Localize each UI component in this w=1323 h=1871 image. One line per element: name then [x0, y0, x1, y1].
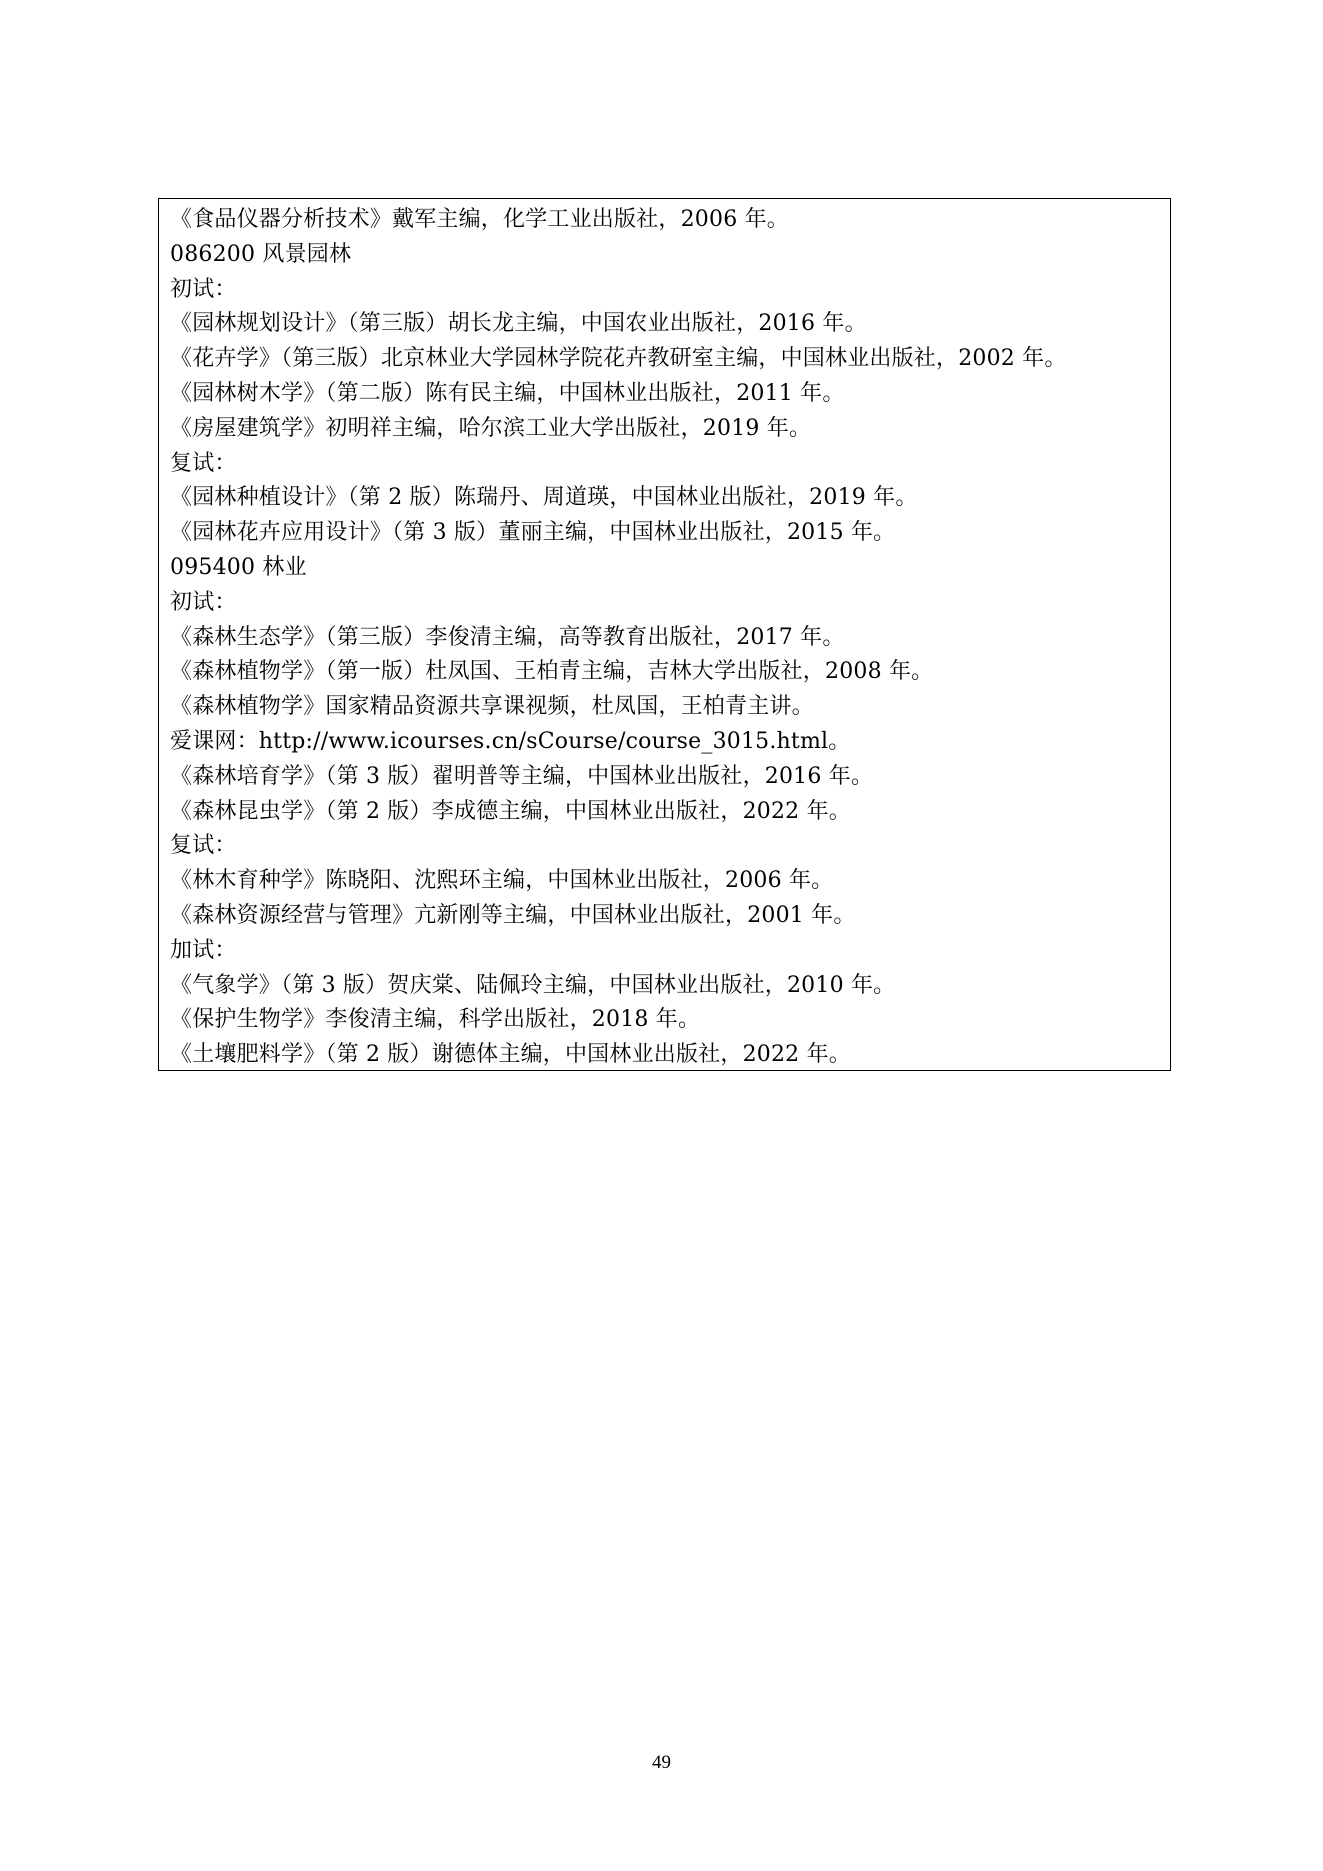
exam-stage-label: 初试： [170, 276, 237, 302]
book-entry: 《园林规划设计》（第三版）胡长龙主编，中国农业出版社，2016 年。 [170, 311, 867, 337]
book-entry: 《房屋建筑学》初明祥主编，哈尔滨工业大学出版社，2019 年。 [170, 415, 812, 441]
book-entry: 《保护生物学》李俊清主编，科学出版社，2018 年。 [170, 1007, 701, 1033]
book-entry: 《森林资源经营与管理》亢新刚等主编，中国林业出版社，2001 年。 [170, 902, 856, 928]
exam-stage-label: 初试： [170, 589, 237, 615]
book-entry: 《气象学》（第 3 版）贺庆棠、陆佩玲主编，中国林业出版社，2010 年。 [170, 972, 896, 998]
book-entry: 《园林树木学》（第二版）陈有民主编，中国林业出版社，2011 年。 [170, 380, 845, 406]
exam-stage-label: 加试： [170, 937, 237, 963]
book-entry: 《园林花卉应用设计》（第 3 版）董丽主编，中国林业出版社，2015 年。 [170, 520, 896, 546]
book-entry: 《森林昆虫学》（第 2 版）李成德主编，中国林业出版社，2022 年。 [170, 798, 851, 824]
exam-stage-label: 复试： [170, 450, 237, 476]
exam-stage-label: 复试： [170, 833, 237, 859]
reference-box [158, 198, 1171, 1071]
book-entry: 《食品仪器分析技术》戴军主编，化学工业出版社，2006 年。 [170, 207, 789, 232]
book-entry: 《林木育种学》陈晓阳、沈熙环主编，中国林业出版社，2006 年。 [170, 868, 834, 894]
book-entry: 《森林培育学》（第 3 版）翟明普等主编，中国林业出版社，2016 年。 [170, 763, 874, 789]
page-number: 49 [652, 1752, 671, 1773]
book-entry: 《土壤肥料学》（第 2 版）谢德体主编，中国林业出版社，2022 年。 [170, 1042, 851, 1068]
major-heading: 095400 林业 [170, 554, 307, 580]
course-url-line: 爱课网：http://www.icourses.cn/sCourse/course_3015.html。 [170, 728, 851, 754]
book-entry: 《森林生态学》（第三版）李俊清主编，高等教育出版社，2017 年。 [170, 624, 845, 650]
book-entry: 《森林植物学》（第一版）杜凤国、王柏青主编，吉林大学出版社，2008 年。 [170, 659, 934, 685]
book-entry: 《森林植物学》国家精品资源共享课视频，杜凤国，王柏青主讲。 [170, 694, 814, 720]
book-entry: 《园林种植设计》（第 2 版）陈瑞丹、周道瑛，中国林业出版社，2019 年。 [170, 485, 918, 511]
book-entry: 《花卉学》（第三版）北京林业大学园林学院花卉教研室主编，中国林业出版社，2002 年。 [170, 346, 1067, 372]
major-heading: 086200 风景园林 [170, 241, 352, 267]
